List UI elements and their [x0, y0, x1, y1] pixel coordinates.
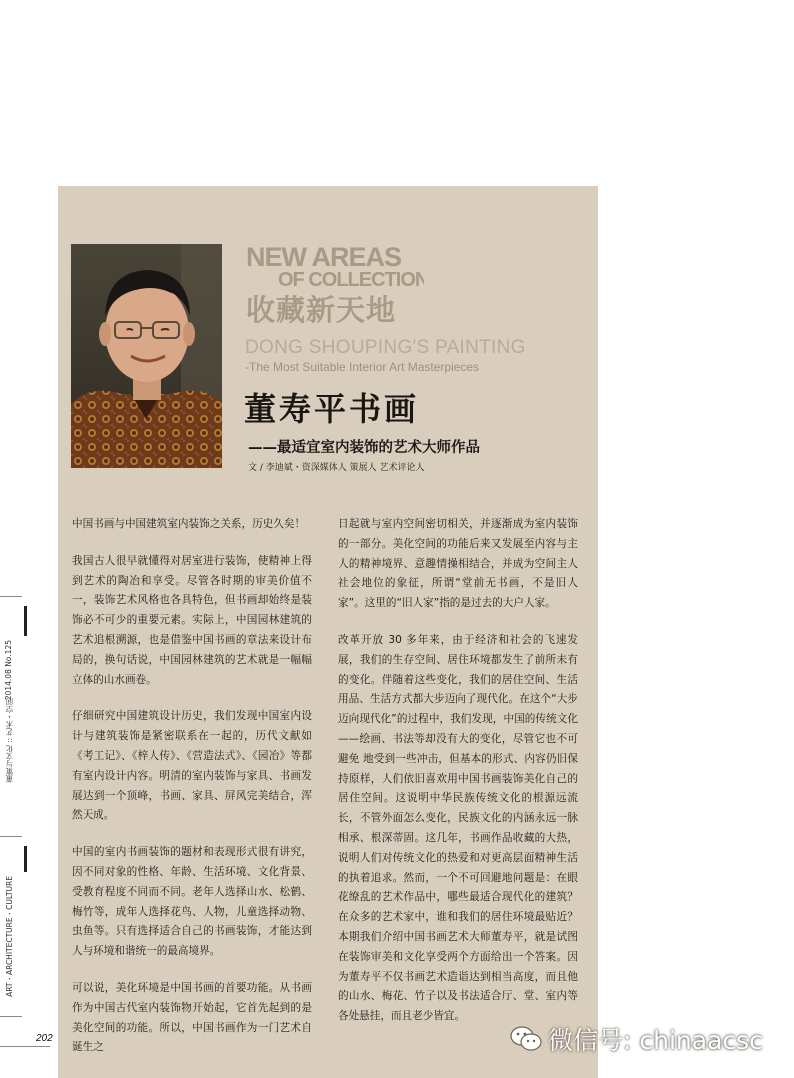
- logo-line1: NEW AREAS: [246, 242, 402, 272]
- margin-section: 董策与文化 :: 艺术・空间: [5, 698, 14, 783]
- paragraph: 日起就与室内空间密切相关，并逐渐成为室内装饰的一部分。美化空间的功能后来又发展至内容与主人的精神境界、意趣情操相结合，并成为空间主人社会地位的象征，所谓“堂前无书画，不是旧人家”。这里的“旧人家”指的是过去的大户人家。: [338, 518, 578, 610]
- paragraph: 改革开放 30 多年来，由于经济和社会的飞速发展，我们的生存空间、居住环境都发生了前所未有的变化。伴随着这些变化，我们的居住空间、生活用品、生活方式都大步迈向了现代化。在这个“大步迈向现代化”的过程中，我们发现，中国的传统文化——绘画、书法等却没有大的变化，尽管它也不可避免 地受到一些冲击，但基本的形式、内容仍旧保持原样，人们依旧喜欢用中国书画装饰美化自己的居住空间。这说明中华民族传统文化的根源远流长，不管外面怎么变化，民族文化的内涵永远一脉相承、根深蒂固。这几年，书画作品收藏的大热，说明人们对传统文化的热爱和对更高层面精神生活的执着追求。然而，一个不可回避地问题是：在眼花缭乱的艺术作品中，哪些最适合现代化的建筑？在众多的艺术家中，谁和我们的居住环境最贴近？本期我们介绍中国书画艺术大师董寿平，就是试图在装饰审美和文化享受两个方面给出一个答案。因为董寿平不仅书画艺术造诣达到相当高度，而且他的山水、梅花、竹子以及书法适合厅、堂、室内等各处悬挂，而且老少皆宜。: [338, 633, 578, 1023]
- paragraph: 可以说，美化环境是中国书画的首要功能。从书画作为中国古代室内装饰物开始起，它首先起到的是美化空间的功能。所以，中国书画作为一门艺术自诞生之: [72, 981, 312, 1054]
- subtitle-english: -The Most Suitable Interior Art Masterpieces: [245, 360, 480, 374]
- margin-rule: [0, 1016, 22, 1017]
- margin-english: ART・ARCHITECTURE・CULTURE: [5, 876, 14, 997]
- paragraph: 中国的室内书画装饰的题材和表现形式很有讲究，因不同对象的性格、年龄、生活环境、文化背景、受教育程度不同而不同。老年人选择山水、松鹤、梅竹等，成年人选择花鸟、人物，儿童选择动物、虫鱼等。只有选择适合自己的书画装饰，才能达到人与环境和谐统一的最高境界。: [72, 846, 312, 958]
- paragraph: 仔细研究中国建筑设计历史，我们发现中国室内设计与建筑装饰是紧密联系在一起的，历代文献如《考工记》、《梓人传》、《营造法式》、《园冶》等都有室内设计内容。明清的室内装饰与家具、书画发展达到一个顶峰，书画、家具、屏风完美结合，浑然天成。: [72, 710, 312, 822]
- margin-rule: [0, 596, 22, 597]
- subtitle-chinese: ——最适宜室内装饰的艺术大师作品: [248, 440, 480, 456]
- wechat-id: 微信号: chinaacsc: [548, 1026, 763, 1055]
- page-number: 202: [36, 1033, 53, 1044]
- margin-rule: [0, 1046, 50, 1047]
- paragraph: 我国古人很早就懂得对居室进行装饰，使精神上得到艺术的陶冶和享受。尽管各时期的审美价值不一，装饰艺术风格也各具特色，但书画却始终是装饰必不可少的重要元素。实际上，中国园林建筑的艺术追根溯源，也是借鉴中国书画的章法来设计布局的，换句话说，中国园林建筑的艺术就是一幅幅立体的山水画卷。: [72, 554, 312, 686]
- wechat-watermark: [510, 1016, 763, 1062]
- article-column-right: [338, 515, 578, 1044]
- logo-line2: OF COLLECTION: [278, 269, 424, 291]
- column-logo: [244, 240, 424, 330]
- paragraph: 中国书画与中国建筑室内装饰之关系，历史久矣！: [72, 518, 306, 530]
- margin-mark: [24, 846, 27, 872]
- author-byline: 文 / 李迪斌・资深媒体人 策展人 艺术评论人: [248, 463, 425, 473]
- margin-issue: 2014.08 No.125: [4, 640, 13, 701]
- margin-rule: [0, 836, 22, 837]
- logo-cn: 收藏新天地: [246, 293, 397, 327]
- portrait-photo: [71, 244, 222, 468]
- margin-mark: [24, 606, 27, 636]
- title-chinese: 董寿平书画: [244, 390, 420, 428]
- article-column-left: [72, 515, 312, 1075]
- wechat-icon: [510, 1025, 542, 1053]
- title-english: DONG SHOUPING'S PAINTING: [245, 337, 526, 358]
- portrait-illustration: [71, 244, 222, 468]
